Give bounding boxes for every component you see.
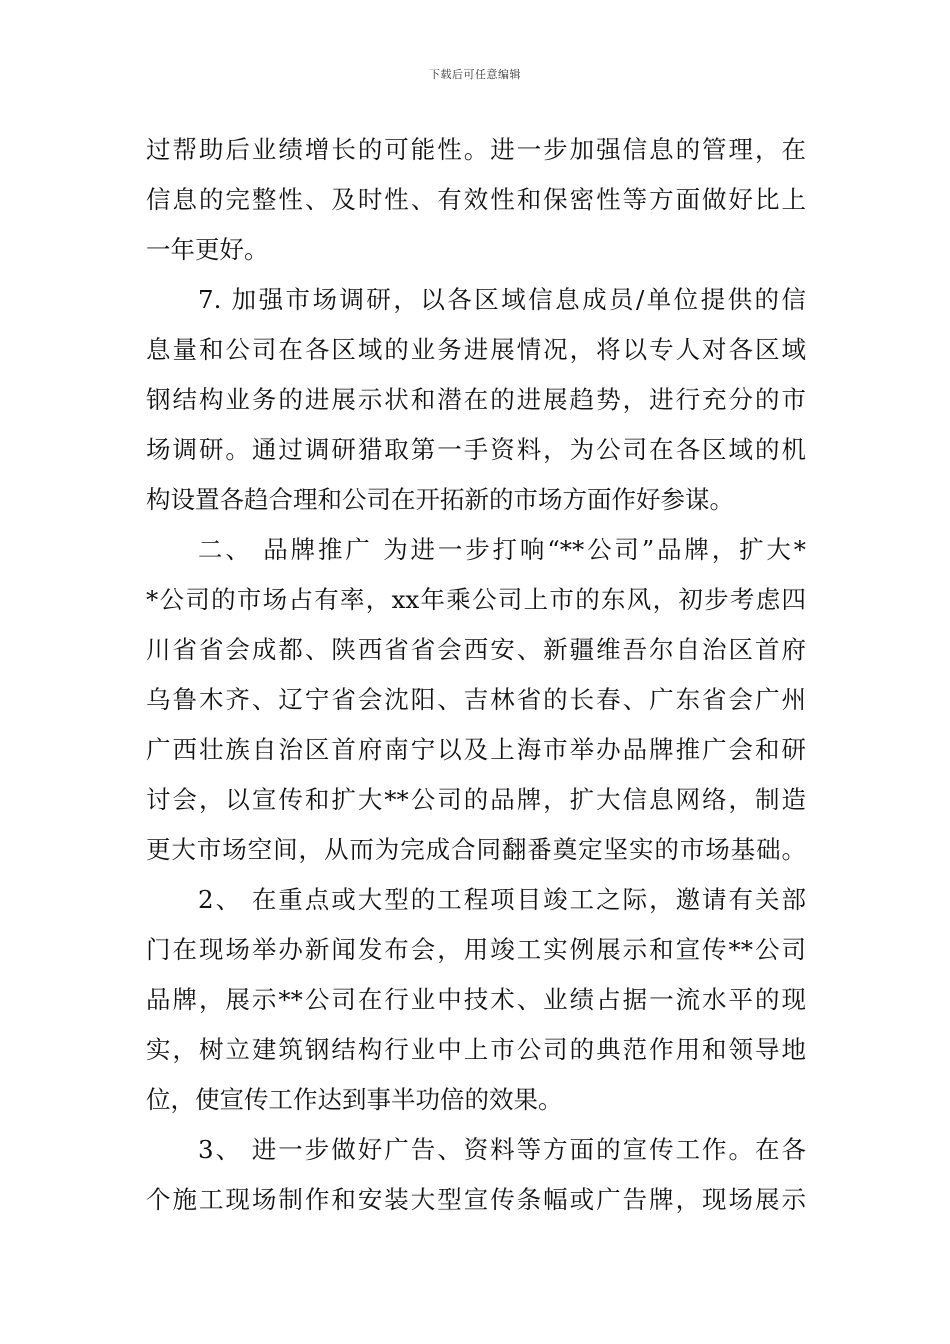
text-line: 钢结构业务的进展示状和潜在的进展趋势，进行充分的市 (146, 385, 806, 414)
text-line: 息量和公司在各区域的业务进展情况，将以专人对各区域 (146, 335, 806, 364)
text-line: 讨会，以宣传和扩大**公司的品牌，扩大信息网络，制造 (146, 785, 806, 814)
text-line: 更大市场空间，从而为完成合同翻番奠定坚实的市场基础。 (146, 835, 806, 864)
text-line: 个施工现场制作和安装大型宣传条幅或广告牌，现场展示 (146, 1185, 806, 1214)
text-line: 3、 进一步做好广告、资料等方面的宣传工作。在各 (198, 1135, 806, 1164)
text-line: 川省省会成都、陕西省省会西安、新疆维吾尔自治区首府 (146, 635, 806, 664)
text-line: 乌鲁木齐、辽宁省会沈阳、吉林省的长春、广东省会广州 (146, 685, 806, 714)
text-line: 过帮助后业绩增长的可能性。进一步加强信息的管理，在 (146, 135, 806, 164)
page-header: 下载后可任意编辑 (429, 68, 521, 81)
text-line: 场调研。通过调研猎取第一手资料，为公司在各区域的机 (146, 435, 806, 464)
text-line: 门在现场举办新闻发布会，用竣工实例展示和宣传**公司 (146, 935, 806, 964)
text-line: *公司的市场占有率，xx年乘公司上市的东风，初步考虑四 (146, 585, 806, 614)
text-line: 一年更好。 (146, 235, 269, 264)
text-line: 2、 在重点或大型的工程项目竣工之际，邀请有关部 (198, 885, 806, 914)
text-line: 构设置各趋合理和公司在开拓新的市场方面作好参谋。 (146, 485, 734, 514)
text-line: 位，使宣传工作达到事半功倍的效果。 (146, 1085, 563, 1114)
text-line: 信息的完整性、及时性、有效性和保密性等方面做好比上 (146, 185, 806, 214)
text-line: 二、 品牌推广 为进一步打响“**公司”品牌，扩大* (198, 535, 806, 564)
text-line: 7. 加强市场调研，以各区域信息成员/单位提供的信 (198, 285, 806, 314)
text-line: 品牌，展示**公司在行业中技术、业绩占据一流水平的现 (146, 985, 806, 1014)
text-line: 广西壮族自治区首府南宁以及上海市举办品牌推广会和研 (146, 735, 806, 764)
text-line: 实，树立建筑钢结构行业中上市公司的典范作用和领导地 (146, 1035, 806, 1064)
